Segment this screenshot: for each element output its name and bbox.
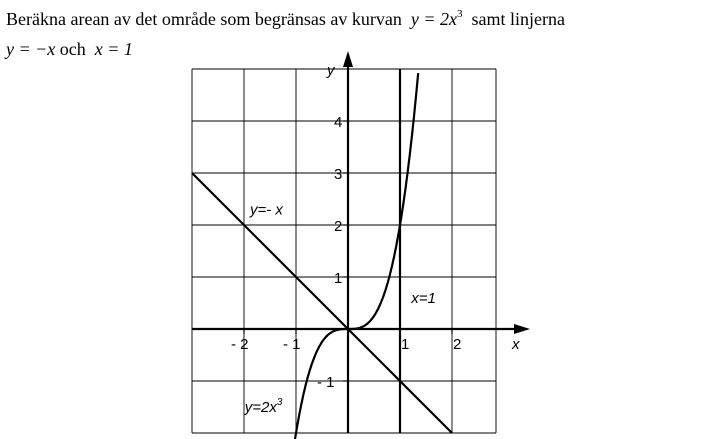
x-tick-label: - 1 (283, 336, 301, 353)
x-tick-label: - 2 (231, 336, 249, 353)
annotation-label: y=- x (250, 201, 283, 219)
curve-eq-lhs: y (410, 9, 419, 29)
annotation-exponent: 3 (276, 397, 283, 409)
problem-connector: och (59, 39, 86, 59)
y-tick-label: 1 (334, 270, 343, 287)
y-tick-label: 2 (334, 218, 343, 235)
line2-equation: x = 1 (94, 39, 133, 59)
problem-text-before: Beräkna arean av det område som begränsas av kurvan (6, 9, 402, 29)
y-axis-label: y (327, 62, 335, 79)
x-tick-label: 2 (453, 336, 462, 353)
grid (192, 69, 496, 433)
x-axis-label: x (512, 336, 520, 353)
line1-equation: y = −x (6, 39, 56, 59)
y-tick-label: 3 (334, 166, 343, 183)
curve-exponent: 3 (456, 8, 463, 20)
y-tick-label: - 1 (317, 374, 335, 391)
annotation-label: $y=2x^3$ (244, 397, 283, 417)
annotation-label: x=1 (411, 290, 436, 307)
x-tick-label: 1 (401, 336, 410, 353)
y-axis-arrow (343, 51, 353, 67)
y-tick-label: 4 (334, 114, 343, 131)
curve-eq-rhs: = 2x (423, 9, 457, 29)
problem-text-middle: samt linjerna (471, 9, 565, 29)
x-axis-arrow (514, 324, 530, 334)
